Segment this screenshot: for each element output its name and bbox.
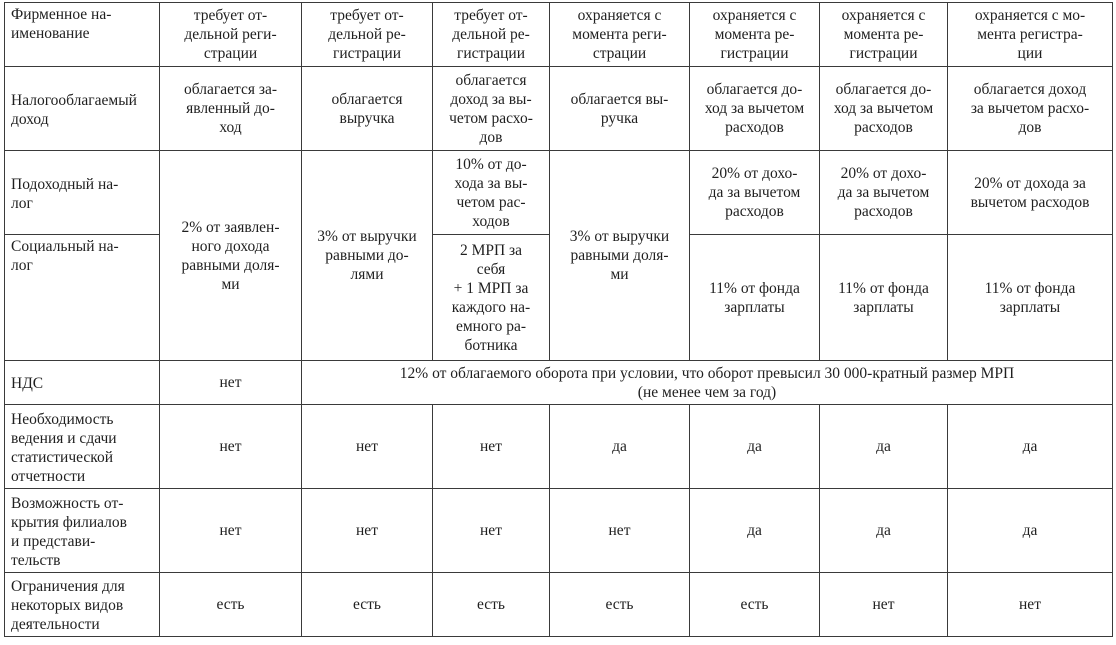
row-header-income-tax: Подоходный на- лог	[5, 151, 160, 235]
comparison-table	[4, 2, 1113, 637]
table-row-branches	[5, 489, 1113, 573]
table-cell: 20% от дохода за вычетом расходов	[948, 151, 1113, 235]
table-cell: охраняется с момента ре- гистрации	[690, 3, 820, 67]
table-cell: 20% от дохо- да за вычетом расходов	[690, 151, 820, 235]
table-cell: да	[690, 405, 820, 489]
table-cell: нет	[302, 405, 433, 489]
table-cell: 10% от до- хода за вы- четом рас- ходов	[433, 151, 550, 235]
table-cell: облагается до- ход за вычетом расходов	[690, 67, 820, 151]
table-cell: требует от- дельной реги- страции	[160, 3, 302, 67]
table-cell: нет	[160, 405, 302, 489]
table-cell-merged: 3% от выручки равными до- лями	[302, 151, 433, 361]
table-cell: 20% от дохо- да за вычетом расходов	[820, 151, 948, 235]
table-cell: есть	[690, 573, 820, 637]
row-header-firm-name: Фирменное на- именование	[5, 3, 160, 67]
row-header-taxable-income: Налогооблагаемый доход	[5, 67, 160, 151]
table-row-income-tax	[5, 151, 1113, 235]
table-cell: есть	[433, 573, 550, 637]
table-cell-merged: 3% от выручки равными доля- ми	[550, 151, 690, 361]
row-header-branches: Возможность от- крытия филиалов и представи- тельств	[5, 489, 160, 573]
table-cell: охраняется с момента реги- страции	[550, 3, 690, 67]
table-cell: 11% от фонда зарплаты	[820, 235, 948, 361]
table-cell: да	[690, 489, 820, 573]
table-cell: есть	[302, 573, 433, 637]
table-row-statistics	[5, 405, 1113, 489]
table-cell: охраняется с момента ре- гистрации	[820, 3, 948, 67]
table-cell: нет	[433, 489, 550, 573]
table-cell: нет	[948, 573, 1113, 637]
table-cell: да	[550, 405, 690, 489]
row-header-social-tax: Социальный на- лог	[5, 235, 160, 361]
table-cell: есть	[160, 573, 302, 637]
table-cell: нет	[160, 361, 302, 405]
table-row-firm-name	[5, 3, 1113, 67]
table-cell: нет	[302, 489, 433, 573]
table-cell: нет	[550, 489, 690, 573]
table-cell: 11% от фонда зарплаты	[948, 235, 1113, 361]
table-cell: требует от- дельной ре- гистрации	[302, 3, 433, 67]
table-cell: есть	[550, 573, 690, 637]
table-cell: да	[820, 405, 948, 489]
table-row-restrictions	[5, 573, 1113, 637]
row-header-restrictions: Ограничения для некоторых видов деятельности	[5, 573, 160, 637]
table-cell: облагается до- ход за вычетом расходов	[820, 67, 948, 151]
table-cell: нет	[433, 405, 550, 489]
table-cell: нет	[160, 489, 302, 573]
table-cell: 11% от фонда зарплаты	[690, 235, 820, 361]
table-cell: облагается вы- ручка	[550, 67, 690, 151]
table-cell: нет	[820, 573, 948, 637]
row-header-statistics: Необходимость ведения и сдачи статистической отчетности	[5, 405, 160, 489]
table-cell: облагается выручка	[302, 67, 433, 151]
table-cell-merged: 2% от заявлен- ного дохода равными доля- ми	[160, 151, 302, 361]
table-cell: облагается за- явленный до- ход	[160, 67, 302, 151]
table-cell: облагается доход за вы- четом расхо- дов	[433, 67, 550, 151]
row-header-vat: НДС	[5, 361, 160, 405]
table-cell: да	[820, 489, 948, 573]
table-row-vat	[5, 361, 1113, 405]
table-cell: облагается доход за вычетом расхо- дов	[948, 67, 1113, 151]
table-cell: да	[948, 489, 1113, 573]
table-cell-span: 12% от облагаемого оборота при условии, что оборот превысил 30 000-кратный размер МРП (не менее чем за год)	[302, 361, 1113, 405]
table-row-taxable-income	[5, 67, 1113, 151]
table-cell: 2 МРП за себя + 1 МРП за каждого на- емного ра- ботника	[433, 235, 550, 361]
table-cell: да	[948, 405, 1113, 489]
table-cell: требует от- дельной ре- гистрации	[433, 3, 550, 67]
table-cell: охраняется с мо- мента регистра- ции	[948, 3, 1113, 67]
